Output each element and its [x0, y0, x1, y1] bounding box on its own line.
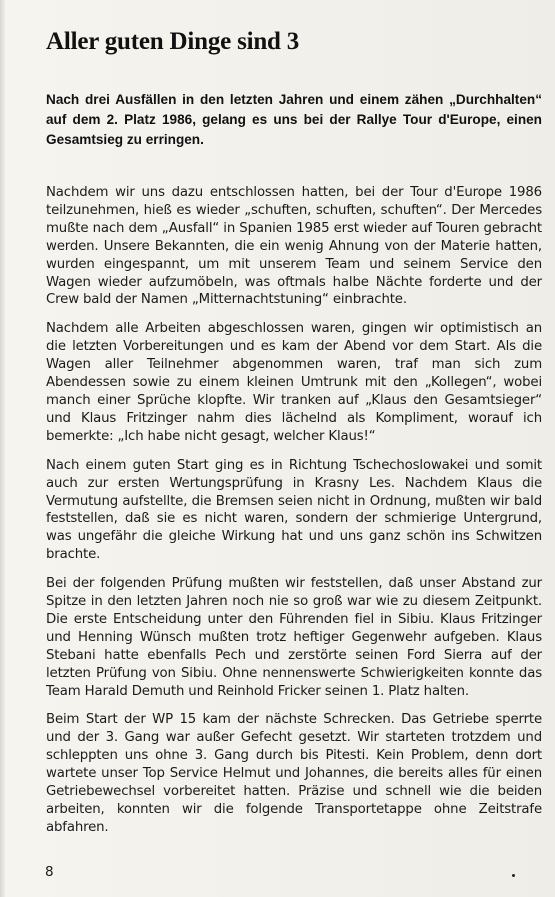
body-paragraph: Beim Start der WP 15 kam der nächste Schrecken. Das Getriebe sperrte und der 3. Gang war außer Gefecht gesetzt. Wir starteten trotzdem und schleppten uns ohne 3. Gang durch bis Pitesti. Kein Problem, denn dort wartete unser Top Service Helmut und Johannes, die bereits alles für einen Getriebewechsel vorbereitet hatten. Präzise und schnell wie die beiden arbeiten, konnten wir die folgende Transportetappe ohne Zeitstrafe abfahren.: [46, 712, 542, 835]
page-number: 8: [45, 864, 54, 880]
body-paragraph: Nachdem alle Arbeiten abgeschlossen waren, gingen wir optimistisch an die letzten Vorbereitungen und es kam der Abend vor dem Start. Als die Wagen aller Teilnehmer abgenommen waren, traf man sich zum Abendessen sowie zu einem kleinen Umtrunk mit den „Kollegen“, wobei manch einer Sprüche klopfte. Wir tranken auf „Klaus den Gesamtsieger“ und Klaus Fritzinger nahm dies lächelnd als Kompliment, worauf ich bemerkte: „Ich habe nicht gesagt, welcher Klaus!“: [46, 321, 542, 444]
article-body: [46, 184, 542, 848]
body-paragraph: Nach einem guten Start ging es in Richtung Tschechoslowakei und somit auch zur ersten Wertungsprüfung in Krasny Les. Nachdem Klaus die Vermutung aufstellte, die Bremsen seien nicht in Ordnung, mußten wir bald feststellen, daß sie es nicht waren, sondern der schmierige Untergrund, was ungefähr die gleiche Wirkung hat und uns ganz schön ins Schwitzen brachte.: [46, 457, 542, 563]
print-speck: [512, 874, 515, 877]
article-title: Aller guten Dinge sind 3: [46, 28, 300, 55]
body-paragraph: Nachdem wir uns dazu entschlossen hatten, bei der Tour d'Europe 1986 teilzunehmen, hieß es wieder „schuften, schuften, schuften“. Der Mercedes mußte nach dem „Ausfall“ in Spanien 1985 erst wieder auf Touren gebracht werden. Unsere Bekannten, die ein wenig Ahnung von der Materie hatten, wurden eingespannt, um mit unserem Team und seinem Service den Wagen wieder aufzumöbeln, was oftmals halbe Nächte forderte und der Crew bald der Namen „Mitternachtstuning“ einbrachte.: [46, 185, 542, 308]
article-lead: Nach drei Ausfällen in den letzten Jahren und einem zähen „Durchhalten“ auf dem 2. Platz 1986, gelang es uns bei der Rallye Tour d'Europe, einen Gesamtsieg zu erringen.: [46, 92, 542, 147]
body-paragraph: Bei der folgenden Prüfung mußten wir feststellen, daß unser Abstand zur Spitze in den letzten Jahren noch nie so groß war wie zu diesem Zeitpunkt. Die erste Entscheidung unter den Führenden fiel in Sibiu. Klaus Fritzinger und Henning Wünsch mußten trotz heftiger Gegenwehr aufgeben. Klaus Stebani hatte ebenfalls Pech und zerstörte seinen Ford Sierra auf der letzten Prüfung von Sibiu. Ohne nennenswerte Schwierigkeiten konnte das Team Harald Demuth und Reinhold Fricker seinen 1. Platz halten.: [46, 576, 542, 699]
